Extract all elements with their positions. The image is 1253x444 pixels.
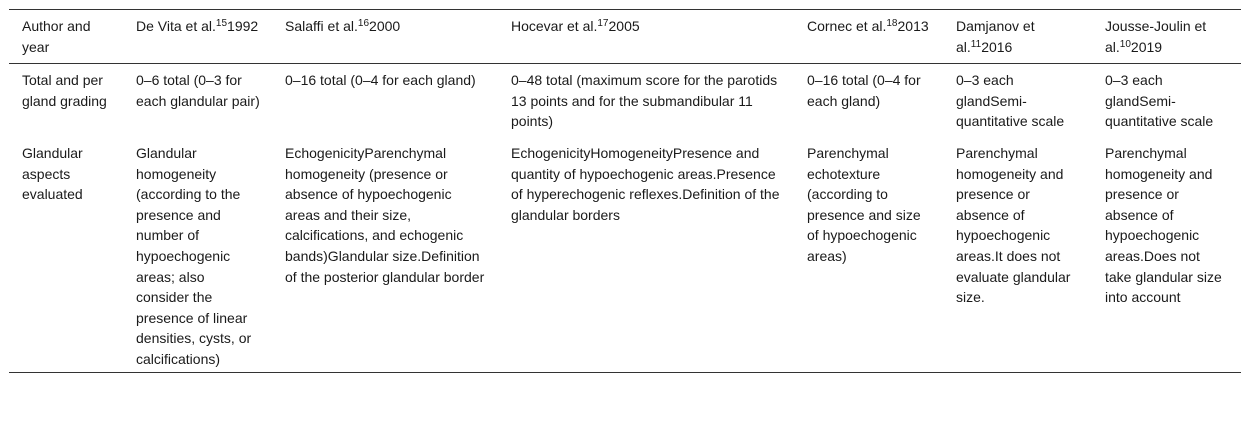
header-de-vita bbox=[123, 10, 272, 64]
table-cell: EchogenicityHomogeneityPresence and quantity of hypoechogenic areas.Presence of hyperechogenic reflexes.Definition of the glandular borders bbox=[511, 144, 780, 223]
header-reference: 10 bbox=[1119, 38, 1131, 50]
header-salaffi bbox=[272, 10, 498, 64]
header-year: 2019 bbox=[1130, 38, 1163, 55]
header-reference: 16 bbox=[357, 18, 370, 29]
table-cell: 0–16 total (0–4 for each gland) bbox=[285, 72, 476, 89]
table-cell: 0–16 total (0–4 for each gland) bbox=[807, 72, 921, 109]
header-year: 2000 bbox=[369, 18, 401, 34]
table-header-row bbox=[9, 10, 1241, 64]
header-hocevar bbox=[498, 10, 794, 64]
header-label: Author and year bbox=[22, 18, 91, 55]
header-author: Damjanov et al. bbox=[956, 18, 1035, 55]
table-cell: Parenchymal homogeneity and presence or absence of hypoechogenic areas.It does not evaluate glandular size. bbox=[956, 144, 1071, 306]
header-author: Cornec et al. bbox=[807, 18, 887, 34]
header-author: Salaffi et al. bbox=[285, 18, 358, 34]
table-cell: 0–3 each glandSemi-quantitative scale bbox=[1105, 72, 1214, 130]
table-cell: Parenchymal homogeneity and presence or absence of hypoechogenic areas.Does not take glandular size into account bbox=[1105, 144, 1222, 306]
comparison-table bbox=[9, 9, 1241, 373]
table-cell: 0–3 each glandSemi-quantitative scale bbox=[956, 72, 1065, 130]
row-label: Total and per gland grading bbox=[22, 72, 107, 109]
header-year: 2005 bbox=[608, 18, 640, 34]
table-cell: Glandular homogeneity (according to the presence and number of hypoechogenic areas; also consider the presence of linear densities, cysts, or calcifications) bbox=[136, 144, 252, 367]
header-reference: 17 bbox=[597, 18, 609, 29]
table-row-grading bbox=[9, 64, 1241, 143]
table-cell: Parenchymal echotexture (according to presence and size of hypoechogenic areas) bbox=[807, 144, 921, 264]
header-jousse-joulin bbox=[1092, 10, 1241, 64]
table-cell: 0–6 total (0–3 for each glandular pair) bbox=[136, 72, 260, 109]
table-row-aspects bbox=[9, 143, 1241, 372]
table-cell: 0–48 total (maximum score for the parotids 13 points and for the submandibular 11 points) bbox=[511, 72, 778, 130]
header-year: 1992 bbox=[227, 18, 259, 34]
header-year: 2016 bbox=[981, 38, 1013, 55]
header-damjanov bbox=[943, 10, 1092, 64]
row-label: Glandular aspects evaluated bbox=[22, 144, 83, 203]
table-cell: EchogenicityParenchymal homogeneity (presence or absence of hypoechogenic areas and their size, calcifications, and echogenic bands)Glandular size.Definition of the posterior glandular border bbox=[285, 144, 485, 285]
header-author: Jousse-Joulin et al. bbox=[1105, 18, 1207, 55]
header-cornec bbox=[794, 10, 943, 64]
header-author: De Vita et al. bbox=[136, 18, 216, 34]
header-author-year bbox=[9, 10, 123, 64]
header-author: Hocevar et al. bbox=[511, 18, 598, 34]
header-reference: 15 bbox=[215, 18, 228, 29]
header-reference: 11 bbox=[970, 38, 982, 50]
header-year: 2013 bbox=[897, 18, 929, 34]
header-reference: 18 bbox=[886, 18, 898, 29]
